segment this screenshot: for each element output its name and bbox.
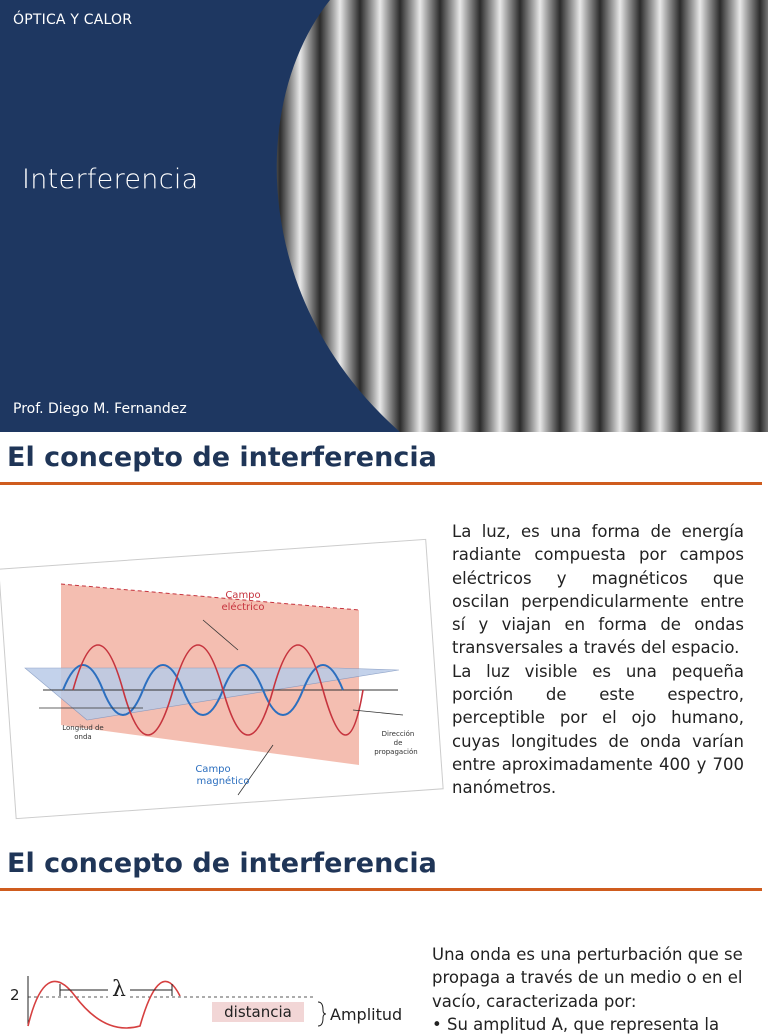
electromagnetic-wave-diagram — [3, 540, 439, 820]
cover-title: Interferencia — [22, 164, 199, 195]
interference-fringes-image — [0, 0, 768, 432]
course-name: ÓPTICA Y CALOR — [13, 12, 133, 28]
magnetic-field-label: Campo — [195, 764, 231, 775]
distance-label: distancia — [224, 1003, 292, 1021]
title-underline — [0, 888, 762, 891]
paragraph: La luz visible es una pequeña porción de este espectro, perceptible por el ojo humano, cuyas longitudes de onda varían entre aproximadamente 400 y 700 nanómetros. — [452, 661, 744, 798]
title-underline — [0, 482, 762, 485]
wave-description — [432, 943, 750, 1036]
author-name: Prof. Diego M. Fernandez — [13, 401, 187, 417]
slide-wave-concept — [0, 838, 768, 1034]
paragraph: La luz, es una forma de energía radiante compuesta por campos eléctricos y magnéticos que oscilan perpendicularmente entre sí y viajan en forma de ondas transversales a través del espacio. — [452, 522, 744, 658]
y-axis-tick: 2 — [10, 986, 20, 1004]
wavelength-symbol: λ — [112, 977, 126, 1002]
list-item: • Su amplitud A, que representa la — [432, 1013, 750, 1036]
magnetic-field-label-2: magnético — [196, 776, 250, 787]
slide-title: El concepto de interferencia — [7, 848, 437, 879]
amplitude-label: Amplitud — [330, 1005, 403, 1024]
wave-amplitude-diagram — [0, 966, 420, 1026]
wavelength-label: Longitud de — [62, 724, 104, 732]
slide-light-concept — [0, 432, 768, 838]
wavelength-label-2: onda — [74, 733, 92, 741]
direction-label-3: propagación — [374, 748, 418, 756]
paragraph: Una onda es una perturbación que se propaga a través de un medio o en el vacío, caracterizada por: — [432, 945, 743, 1011]
light-description — [452, 520, 744, 800]
slide-title: El concepto de interferencia — [7, 442, 437, 473]
direction-label-2: de — [393, 739, 403, 747]
cover-slide — [0, 0, 768, 432]
direction-label: Dirección — [381, 730, 415, 738]
electric-field-label-2: eléctrico — [221, 602, 265, 613]
electric-field-label: Campo — [225, 590, 261, 601]
